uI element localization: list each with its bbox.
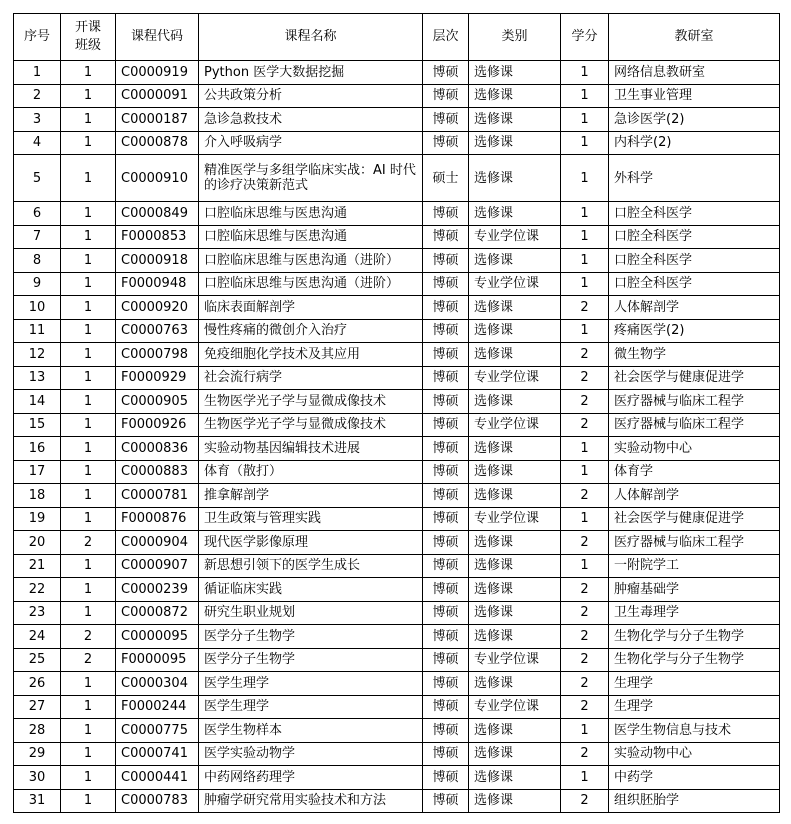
row-name-cell: 口腔临床思维与医患沟通（进阶） — [199, 249, 423, 273]
table-row — [14, 343, 780, 367]
row-credit-cell: 2 — [561, 413, 609, 437]
table-row — [14, 61, 780, 85]
table-row — [14, 648, 780, 672]
row-category-cell: 选修课 — [469, 61, 561, 85]
table-row — [14, 108, 780, 132]
row-department-cell: 体育学 — [609, 460, 780, 484]
row-name-cell: 新思想引领下的医学生成长 — [199, 554, 423, 578]
row-code-cell: F0000876 — [116, 507, 199, 531]
row-name-cell: 卫生政策与管理实践 — [199, 507, 423, 531]
row-category-cell: 选修课 — [469, 531, 561, 555]
row-code-cell: F0000929 — [116, 366, 199, 390]
col-header-department: 教研室 — [609, 14, 780, 61]
row-credit-cell: 2 — [561, 789, 609, 813]
row-code-cell: C0000239 — [116, 578, 199, 602]
table-row — [14, 155, 780, 202]
row-code-cell: F0000244 — [116, 695, 199, 719]
row-code-cell: C0000741 — [116, 742, 199, 766]
row-class-cell: 1 — [61, 225, 116, 249]
row-level-cell: 博硕 — [423, 437, 469, 461]
row-category-cell: 专业学位课 — [469, 507, 561, 531]
row-index-cell: 23 — [14, 601, 61, 625]
row-category-cell: 选修课 — [469, 343, 561, 367]
row-category-cell: 专业学位课 — [469, 648, 561, 672]
row-category-cell: 选修课 — [469, 625, 561, 649]
row-name-cell: 医学分子生物学 — [199, 648, 423, 672]
row-level-cell: 博硕 — [423, 625, 469, 649]
row-name-cell: 急诊急救技术 — [199, 108, 423, 132]
row-class-cell: 1 — [61, 272, 116, 296]
row-department-cell: 生物化学与分子生物学 — [609, 648, 780, 672]
row-code-cell: C0000187 — [116, 108, 199, 132]
row-code-cell: C0000878 — [116, 131, 199, 155]
row-category-cell: 选修课 — [469, 766, 561, 790]
row-credit-cell: 2 — [561, 578, 609, 602]
row-level-cell: 博硕 — [423, 343, 469, 367]
row-index-cell: 6 — [14, 202, 61, 226]
row-department-cell: 医疗器械与临床工程学 — [609, 531, 780, 555]
table-row — [14, 413, 780, 437]
row-name-cell: 精准医学与多组学临床实战：AI 时代的诊疗决策新范式 — [199, 155, 423, 202]
row-department-cell: 口腔全科医学 — [609, 249, 780, 273]
row-category-cell: 选修课 — [469, 155, 561, 202]
row-category-cell: 选修课 — [469, 789, 561, 813]
row-level-cell: 博硕 — [423, 578, 469, 602]
col-header-name: 课程名称 — [199, 14, 423, 61]
row-department-cell: 组织胚胎学 — [609, 789, 780, 813]
row-name-cell: 医学生理学 — [199, 695, 423, 719]
col-header-class-line2: 班级 — [74, 38, 101, 53]
row-level-cell: 博硕 — [423, 84, 469, 108]
row-department-cell: 社会医学与健康促进学 — [609, 507, 780, 531]
row-code-cell: C0000775 — [116, 719, 199, 743]
row-department-cell: 医疗器械与临床工程学 — [609, 413, 780, 437]
row-level-cell: 博硕 — [423, 61, 469, 85]
row-credit-cell: 1 — [561, 84, 609, 108]
row-class-cell: 1 — [61, 695, 116, 719]
row-category-cell: 专业学位课 — [469, 272, 561, 296]
row-department-cell: 医疗器械与临床工程学 — [609, 390, 780, 414]
row-code-cell: C0000836 — [116, 437, 199, 461]
row-credit-cell: 2 — [561, 695, 609, 719]
row-level-cell: 博硕 — [423, 531, 469, 555]
row-level-cell: 博硕 — [423, 131, 469, 155]
row-class-cell: 1 — [61, 601, 116, 625]
row-code-cell: C0000918 — [116, 249, 199, 273]
row-class-cell: 1 — [61, 460, 116, 484]
table-row — [14, 578, 780, 602]
table-row — [14, 695, 780, 719]
row-class-cell: 1 — [61, 131, 116, 155]
row-department-cell: 生理学 — [609, 695, 780, 719]
header-row — [14, 14, 780, 61]
row-credit-cell: 1 — [561, 437, 609, 461]
course-table — [13, 13, 780, 813]
row-name-cell: 推拿解剖学 — [199, 484, 423, 508]
row-name-cell: 生物医学光子学与显微成像技术 — [199, 390, 423, 414]
row-code-cell: C0000091 — [116, 84, 199, 108]
row-credit-cell: 1 — [561, 507, 609, 531]
row-category-cell: 选修课 — [469, 719, 561, 743]
row-code-cell: C0000095 — [116, 625, 199, 649]
row-level-cell: 博硕 — [423, 766, 469, 790]
row-credit-cell: 1 — [561, 766, 609, 790]
row-code-cell: F0000948 — [116, 272, 199, 296]
row-code-cell: C0000883 — [116, 460, 199, 484]
row-department-cell: 网络信息教研室 — [609, 61, 780, 85]
row-name-cell: 研究生职业规划 — [199, 601, 423, 625]
row-level-cell: 博硕 — [423, 789, 469, 813]
row-category-cell: 选修课 — [469, 390, 561, 414]
row-code-cell: C0000920 — [116, 296, 199, 320]
row-code-cell: C0000798 — [116, 343, 199, 367]
table-row — [14, 601, 780, 625]
table-row — [14, 249, 780, 273]
row-index-cell: 9 — [14, 272, 61, 296]
col-header-class-line1: 开课 — [74, 20, 101, 35]
row-credit-cell: 2 — [561, 343, 609, 367]
row-category-cell: 专业学位课 — [469, 225, 561, 249]
row-category-cell: 选修课 — [469, 437, 561, 461]
table-row — [14, 131, 780, 155]
row-credit-cell: 1 — [561, 225, 609, 249]
row-name-cell: 中药网络药理学 — [199, 766, 423, 790]
row-code-cell: C0000872 — [116, 601, 199, 625]
row-category-cell: 选修课 — [469, 554, 561, 578]
row-department-cell: 一附院学工 — [609, 554, 780, 578]
row-category-cell: 选修课 — [469, 319, 561, 343]
row-code-cell: C0000907 — [116, 554, 199, 578]
row-name-cell: 体育（散打） — [199, 460, 423, 484]
table-row — [14, 766, 780, 790]
row-index-cell: 3 — [14, 108, 61, 132]
row-category-cell: 选修课 — [469, 460, 561, 484]
row-department-cell: 实验动物中心 — [609, 742, 780, 766]
row-name-cell: 医学生物样本 — [199, 719, 423, 743]
row-level-cell: 博硕 — [423, 413, 469, 437]
row-credit-cell: 1 — [561, 61, 609, 85]
row-name-cell: 现代医学影像原理 — [199, 531, 423, 555]
row-category-cell: 选修课 — [469, 578, 561, 602]
row-name-cell: 医学分子生物学 — [199, 625, 423, 649]
row-department-cell: 卫生事业管理 — [609, 84, 780, 108]
row-credit-cell: 1 — [561, 249, 609, 273]
row-index-cell: 16 — [14, 437, 61, 461]
row-name-cell: 公共政策分析 — [199, 84, 423, 108]
table-row — [14, 319, 780, 343]
row-credit-cell: 2 — [561, 601, 609, 625]
row-department-cell: 口腔全科医学 — [609, 202, 780, 226]
row-category-cell: 选修课 — [469, 202, 561, 226]
row-name-cell: 慢性疼痛的微创介入治疗 — [199, 319, 423, 343]
row-category-cell: 选修课 — [469, 601, 561, 625]
table-row — [14, 484, 780, 508]
row-category-cell: 选修课 — [469, 742, 561, 766]
table-row — [14, 531, 780, 555]
row-department-cell: 疼痛医学(2) — [609, 319, 780, 343]
row-class-cell: 1 — [61, 554, 116, 578]
row-department-cell: 实验动物中心 — [609, 437, 780, 461]
col-header-index: 序号 — [14, 14, 61, 61]
row-level-cell: 博硕 — [423, 202, 469, 226]
row-category-cell: 专业学位课 — [469, 413, 561, 437]
row-level-cell: 博硕 — [423, 249, 469, 273]
row-index-cell: 26 — [14, 672, 61, 696]
row-index-cell: 29 — [14, 742, 61, 766]
row-credit-cell: 2 — [561, 742, 609, 766]
row-department-cell: 肿瘤基础学 — [609, 578, 780, 602]
row-credit-cell: 2 — [561, 531, 609, 555]
col-header-credit: 学分 — [561, 14, 609, 61]
row-credit-cell: 1 — [561, 155, 609, 202]
row-level-cell: 博硕 — [423, 507, 469, 531]
row-name-cell: 肿瘤学研究常用实验技术和方法 — [199, 789, 423, 813]
col-header-category: 类别 — [469, 14, 561, 61]
row-class-cell: 1 — [61, 155, 116, 202]
row-department-cell: 中药学 — [609, 766, 780, 790]
table-row — [14, 272, 780, 296]
row-level-cell: 硕士 — [423, 155, 469, 202]
row-category-cell: 专业学位课 — [469, 695, 561, 719]
row-code-cell: C0000763 — [116, 319, 199, 343]
row-department-cell: 口腔全科医学 — [609, 272, 780, 296]
row-name-cell: 口腔临床思维与医患沟通 — [199, 202, 423, 226]
row-level-cell: 博硕 — [423, 648, 469, 672]
row-level-cell: 博硕 — [423, 319, 469, 343]
table-row — [14, 366, 780, 390]
row-index-cell: 1 — [14, 61, 61, 85]
row-index-cell: 12 — [14, 343, 61, 367]
row-name-cell: Python 医学大数据挖掘 — [199, 61, 423, 85]
row-name-cell: 口腔临床思维与医患沟通（进阶） — [199, 272, 423, 296]
row-class-cell: 1 — [61, 507, 116, 531]
row-credit-cell: 1 — [561, 272, 609, 296]
row-index-cell: 4 — [14, 131, 61, 155]
row-level-cell: 博硕 — [423, 601, 469, 625]
row-level-cell: 博硕 — [423, 460, 469, 484]
row-credit-cell: 2 — [561, 672, 609, 696]
row-class-cell: 1 — [61, 343, 116, 367]
col-header-code: 课程代码 — [116, 14, 199, 61]
row-name-cell: 医学生理学 — [199, 672, 423, 696]
table-row — [14, 719, 780, 743]
row-code-cell: F0000853 — [116, 225, 199, 249]
row-name-cell: 口腔临床思维与医患沟通 — [199, 225, 423, 249]
row-name-cell: 循证临床实践 — [199, 578, 423, 602]
row-credit-cell: 2 — [561, 648, 609, 672]
row-name-cell: 社会流行病学 — [199, 366, 423, 390]
row-level-cell: 博硕 — [423, 225, 469, 249]
row-level-cell: 博硕 — [423, 695, 469, 719]
table-row — [14, 437, 780, 461]
row-category-cell: 选修课 — [469, 672, 561, 696]
row-name-cell: 实验动物基因编辑技术进展 — [199, 437, 423, 461]
col-header-level: 层次 — [423, 14, 469, 61]
row-level-cell: 博硕 — [423, 390, 469, 414]
row-category-cell: 选修课 — [469, 484, 561, 508]
row-department-cell: 外科学 — [609, 155, 780, 202]
row-class-cell: 1 — [61, 108, 116, 132]
table-row — [14, 296, 780, 320]
row-credit-cell: 2 — [561, 625, 609, 649]
row-class-cell: 1 — [61, 766, 116, 790]
row-index-cell: 13 — [14, 366, 61, 390]
row-name-cell: 免疫细胞化学技术及其应用 — [199, 343, 423, 367]
row-category-cell: 选修课 — [469, 131, 561, 155]
row-level-cell: 博硕 — [423, 719, 469, 743]
row-class-cell: 1 — [61, 672, 116, 696]
table-row — [14, 554, 780, 578]
row-category-cell: 选修课 — [469, 296, 561, 320]
row-code-cell: C0000910 — [116, 155, 199, 202]
row-category-cell: 选修课 — [469, 84, 561, 108]
row-credit-cell: 2 — [561, 366, 609, 390]
table-row — [14, 507, 780, 531]
row-index-cell: 27 — [14, 695, 61, 719]
row-class-cell: 1 — [61, 437, 116, 461]
row-credit-cell: 1 — [561, 719, 609, 743]
row-class-cell: 1 — [61, 484, 116, 508]
row-credit-cell: 1 — [561, 554, 609, 578]
row-class-cell: 1 — [61, 390, 116, 414]
row-index-cell: 10 — [14, 296, 61, 320]
row-index-cell: 18 — [14, 484, 61, 508]
row-level-cell: 博硕 — [423, 296, 469, 320]
row-index-cell: 11 — [14, 319, 61, 343]
row-code-cell: C0000441 — [116, 766, 199, 790]
row-class-cell: 2 — [61, 648, 116, 672]
table-row — [14, 789, 780, 813]
row-department-cell: 生理学 — [609, 672, 780, 696]
row-level-cell: 博硕 — [423, 366, 469, 390]
row-class-cell: 1 — [61, 578, 116, 602]
row-class-cell: 1 — [61, 719, 116, 743]
row-name-cell: 生物医学光子学与显微成像技术 — [199, 413, 423, 437]
table-row — [14, 460, 780, 484]
row-credit-cell: 2 — [561, 484, 609, 508]
row-index-cell: 25 — [14, 648, 61, 672]
row-department-cell: 医学生物信息与技术 — [609, 719, 780, 743]
row-department-cell: 内科学(2) — [609, 131, 780, 155]
row-class-cell: 1 — [61, 61, 116, 85]
row-category-cell: 选修课 — [469, 249, 561, 273]
row-department-cell: 生物化学与分子生物学 — [609, 625, 780, 649]
col-header-class — [61, 14, 116, 61]
row-class-cell: 1 — [61, 413, 116, 437]
row-category-cell: 选修课 — [469, 108, 561, 132]
row-department-cell: 微生物学 — [609, 343, 780, 367]
row-index-cell: 28 — [14, 719, 61, 743]
row-index-cell: 17 — [14, 460, 61, 484]
row-class-cell: 2 — [61, 531, 116, 555]
row-index-cell: 2 — [14, 84, 61, 108]
row-class-cell: 1 — [61, 249, 116, 273]
row-class-cell: 1 — [61, 742, 116, 766]
row-name-cell: 介入呼吸病学 — [199, 131, 423, 155]
row-code-cell: C0000783 — [116, 789, 199, 813]
row-code-cell: C0000781 — [116, 484, 199, 508]
row-class-cell: 1 — [61, 366, 116, 390]
table-row — [14, 672, 780, 696]
row-index-cell: 31 — [14, 789, 61, 813]
row-level-cell: 博硕 — [423, 272, 469, 296]
row-index-cell: 20 — [14, 531, 61, 555]
row-department-cell: 急诊医学(2) — [609, 108, 780, 132]
row-class-cell: 2 — [61, 625, 116, 649]
row-index-cell: 14 — [14, 390, 61, 414]
row-level-cell: 博硕 — [423, 742, 469, 766]
row-credit-cell: 2 — [561, 296, 609, 320]
table-body — [14, 61, 780, 813]
table-row — [14, 202, 780, 226]
row-level-cell: 博硕 — [423, 108, 469, 132]
row-code-cell: C0000849 — [116, 202, 199, 226]
row-credit-cell: 1 — [561, 319, 609, 343]
row-code-cell: F0000095 — [116, 648, 199, 672]
row-index-cell: 22 — [14, 578, 61, 602]
table-row — [14, 390, 780, 414]
table-row — [14, 625, 780, 649]
row-level-cell: 博硕 — [423, 554, 469, 578]
row-department-cell: 社会医学与健康促进学 — [609, 366, 780, 390]
row-department-cell: 人体解剖学 — [609, 484, 780, 508]
row-level-cell: 博硕 — [423, 672, 469, 696]
row-credit-cell: 2 — [561, 390, 609, 414]
row-code-cell: C0000905 — [116, 390, 199, 414]
row-code-cell: C0000304 — [116, 672, 199, 696]
table-row — [14, 84, 780, 108]
row-department-cell: 人体解剖学 — [609, 296, 780, 320]
row-index-cell: 21 — [14, 554, 61, 578]
row-index-cell: 7 — [14, 225, 61, 249]
row-class-cell: 1 — [61, 202, 116, 226]
row-name-cell: 临床表面解剖学 — [199, 296, 423, 320]
row-level-cell: 博硕 — [423, 484, 469, 508]
row-credit-cell: 1 — [561, 108, 609, 132]
row-class-cell: 1 — [61, 789, 116, 813]
row-code-cell: C0000919 — [116, 61, 199, 85]
row-class-cell: 1 — [61, 319, 116, 343]
row-index-cell: 19 — [14, 507, 61, 531]
row-department-cell: 口腔全科医学 — [609, 225, 780, 249]
row-class-cell: 1 — [61, 296, 116, 320]
row-credit-cell: 1 — [561, 131, 609, 155]
table-row — [14, 225, 780, 249]
row-name-cell: 医学实验动物学 — [199, 742, 423, 766]
row-credit-cell: 1 — [561, 202, 609, 226]
row-index-cell: 8 — [14, 249, 61, 273]
row-index-cell: 30 — [14, 766, 61, 790]
row-department-cell: 卫生毒理学 — [609, 601, 780, 625]
row-category-cell: 专业学位课 — [469, 366, 561, 390]
row-index-cell: 5 — [14, 155, 61, 202]
table-row — [14, 742, 780, 766]
row-code-cell: C0000904 — [116, 531, 199, 555]
row-index-cell: 15 — [14, 413, 61, 437]
row-index-cell: 24 — [14, 625, 61, 649]
row-credit-cell: 1 — [561, 460, 609, 484]
row-class-cell: 1 — [61, 84, 116, 108]
row-code-cell: F0000926 — [116, 413, 199, 437]
